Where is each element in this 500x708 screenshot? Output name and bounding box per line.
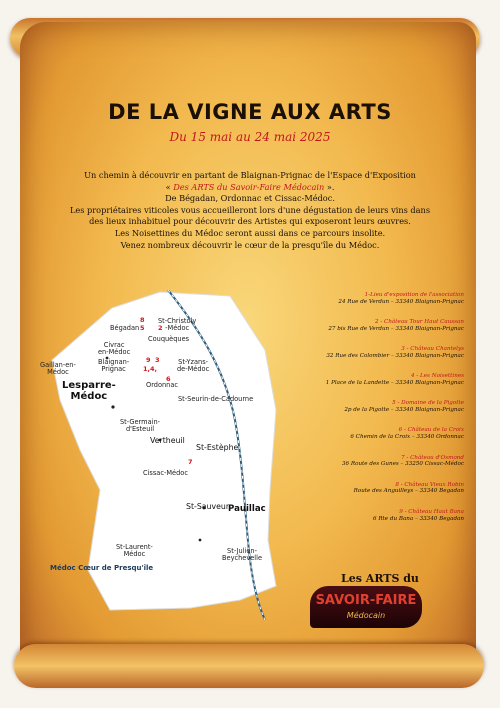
intro-line-4: Les propriétaires viticoles vous accueilleront lors d'une dégustation de leurs vins dans (69, 204, 431, 215)
logo-top-text: Les ARTS du (341, 572, 419, 585)
town-gaillan: Gaillan-en- Médoc (40, 361, 76, 377)
association-name: Des ARTS du Savoir-Faire Médocain (173, 181, 325, 192)
town-civrac: Civrac en-Médoc (98, 341, 131, 357)
marker-9: 9 (146, 356, 151, 364)
logo-sub-text: Médocain (346, 611, 386, 620)
town-pauillac: Pauillac (228, 504, 266, 514)
town-ordonnac: Ordonnac (146, 381, 179, 389)
marker-7: 7 (188, 458, 193, 466)
town-couqueques: Couquèques (148, 335, 190, 343)
town-st-seurin: St-Seurin-de-Cadourne (178, 395, 254, 403)
location-5: 5 - Domaine de la Pigotte 2p de la Pigotte – 33340 Blaignan-Prignac (344, 400, 464, 414)
town-cissac: Cissac-Médoc (143, 469, 188, 477)
town-st-germain: St-Germain- d'Esteuil (120, 418, 161, 434)
intro-line-1: Un chemin à découvrir en partant de Blaignan-Prignac de l'Espace d'Exposition (84, 170, 416, 180)
location-9: 9 - Château Haut Bana 6 Rte du Bana – 33340 Begadan (372, 508, 464, 522)
location-8: 8 - Château Vieux Robin Route des Anguilleys – 33340 Begadan (353, 481, 464, 495)
marker-1-4: 1,4, (143, 365, 157, 373)
town-begadan: Bégadan (110, 324, 140, 332)
town-st-julien: St-Julien- Beychevelle (222, 547, 263, 563)
marker-5: 5 (140, 324, 145, 332)
intro-line-2: « Des ARTS du Savoir-Faire Médocain ». (165, 181, 335, 192)
town-st-laurent: St-Laurent- Médoc (116, 543, 153, 559)
intro-line-6: Les Noisettines du Médoc seront aussi dans ce parcours insolite. (114, 227, 386, 238)
town-st-estephe: St-Estèphe (196, 443, 239, 452)
intro-text (60, 170, 440, 251)
marker-8: 8 (140, 316, 145, 324)
location-2: 2 - Château Tour Haut Caussan 27 bis Rue de Verdun – 33340 Blaignan-Prignac (328, 319, 464, 332)
poster-title: DE LA VIGNE AUX ARTS (108, 100, 392, 124)
intro-line-5: des lieux inhabituel pour découvrir des Artistes qui exposeront leurs œuvres. (89, 216, 411, 227)
location-7: 7 - Château d'Osmond 36 Route des Gunes – 33250 Cissac-Médoc (341, 454, 464, 468)
location-1: 1-Lieu d'exposition de l'association 24 Rue de Verdun – 33340 Blaignan-Prignac (338, 292, 464, 305)
marker-6: 6 (166, 375, 171, 383)
location-6: 6 - Château de la Croix 6 Chemin de la Croix – 33340 Ordonnac (350, 427, 464, 441)
town-st-sauveur: St-Sauveur (186, 502, 230, 511)
event-dates: Du 15 mai au 24 mai 2025 (169, 130, 331, 144)
scroll-bottom-curl (14, 644, 484, 688)
locations-list (272, 292, 464, 536)
location-4: 4 - Les Noisettines 1 Place de la Landette – 33340 Blaignan-Prignac (325, 373, 464, 387)
marker-3: 3 (155, 356, 160, 364)
map-caption: Médoc Cœur de Presqu'île (50, 564, 154, 572)
town-lesparre: Lesparre- Médoc (62, 380, 116, 402)
town-vertheuil: Vertheuil (150, 436, 185, 445)
intro-line-3: De Bégadan, Ordonnac et Cissac-Médoc. (165, 193, 335, 204)
marker-2: 2 (158, 324, 163, 332)
town-blaignan: Blaignan- Prignac (98, 358, 130, 374)
intro-line-7: Venez nombreux découvrir le cœur de la presqu'île du Médoc. (120, 239, 380, 250)
town-st-christoly: St-Christoly -Médoc (158, 317, 197, 333)
town-st-yzans: St-Yzans- de-Médoc (177, 358, 210, 374)
logo-main-text: SAVOIR-FAIRE (315, 593, 417, 608)
location-3: 3 - Château Chantelys 32 Rue des Colombier – 33340 Blaignan-Prignac (326, 346, 464, 359)
